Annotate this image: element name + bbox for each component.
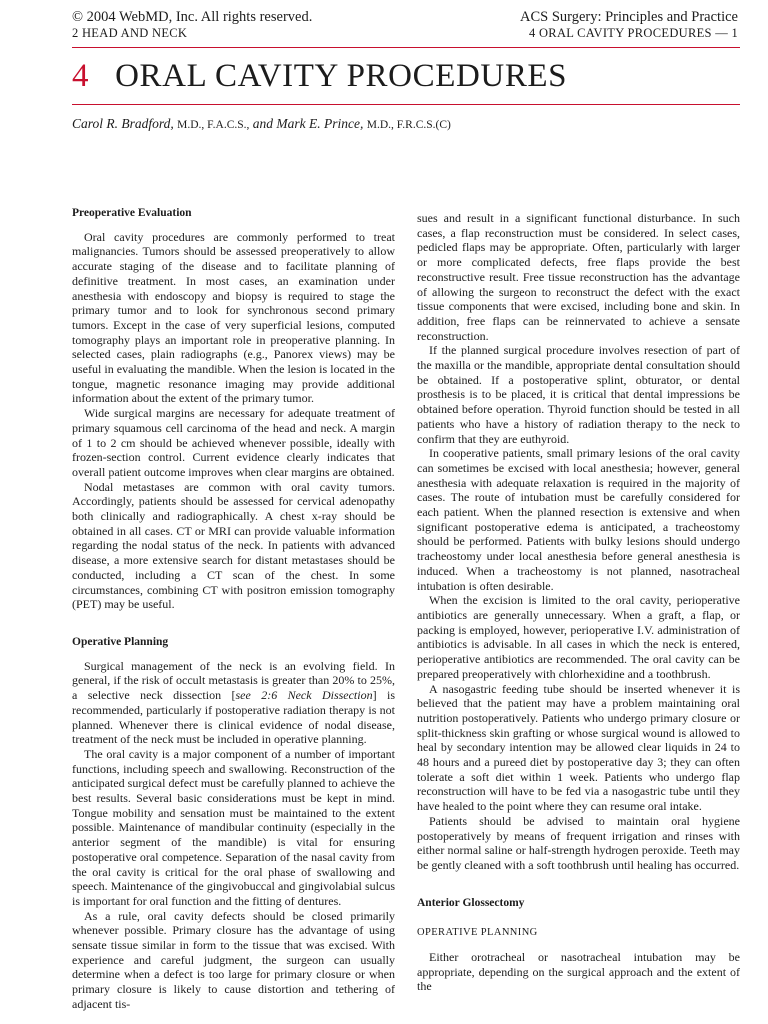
body-paragraph: A nasogastric feeding tube should be inserted whenever it is believed that the patient may have a problem maintaining oral nutrition postoperatively. Patients who undergo primary closure or split-thickness skin grafting or whose surgical wound is allowed to heal by secondary intention may be allowed clear liquids in 24 to 48 hours and a pureed diet by postoperative day 3; they can often tolerate a soft diet within 1 week. Patients who undergo flap reconstruction will have to be fed via a nasogastric tube until they have healed to the point where they can resume oral intake.: [417, 681, 740, 814]
running-header-right: [520, 9, 738, 41]
body-paragraph: Nodal metastases are common with oral cavity tumors. Accordingly, patients should be assessed for cervical adenopathy both clinically and radiographically. A chest x-ray should be obtained in all cases. CT or MRI can provide valuable information regarding the nodal status of the neck. In patients with advanced disease, a more extensive search for distant metastases should be conducted, including a CT scan of the chest. In some circumstances, combining CT with positron emission tomography (PET) may be useful.: [72, 479, 395, 612]
copyright-notice: © 2004 WebMD, Inc. All rights reserved.: [72, 9, 313, 25]
section-heading: Preoperative Evaluation: [72, 207, 192, 219]
author-2-name: Mark E. Prince,: [276, 116, 364, 131]
body-paragraph: As a rule, oral cavity defects should be closed primarily whenever possible. Primary closure has the advantage of using sensate tissue similar in form to the tissue that was excised. With experience and careful judgment, the surgeon can usually determine when a defect is too large for primary closure or when primary closure is likely to cause distortion and tethering of adjacent tis-: [72, 908, 395, 1011]
body-paragraph: Oral cavity procedures are commonly performed to treat malignancies. Tumors should be assessed preoperatively to allow accurate staging of the disease and to facilitate planning of definitive treatment. In most cases, an examination under anesthesia with endoscopy and biopsy is required to stage the primary tumor and to look for synchronous second primary tumors. Except in the case of very superficial lesions, computed tomography plays an important role in preoperative planning. In selected cases, plain radiographs (e.g., Panorex views) may be useful in evaluating the mandible. When the lesion is located in the tongue, magnetic resonance imaging may provide additional information about the extent of the primary tumor.: [72, 229, 395, 406]
right-column: [417, 211, 740, 994]
section-heading: Anterior Glossectomy: [417, 896, 525, 909]
author-2-credentials: M.D., F.R.C.S.(C): [366, 119, 451, 131]
author-1-credentials: M.D., F.A.C.S.,: [177, 119, 250, 131]
page-label: 4 ORAL CAVITY PROCEDURES — 1: [529, 26, 738, 40]
body-paragraph: sues and result in a significant functional disturbance. In such cases, a flap reconstruction must be considered. In select cases, pedicled flaps may be appropriate. Often, particularly with larger or more complicated defects, free flaps provide the best reconstructive result. Free tissue reconstruction has the advantage of allowing the surgeon to reconstruct the defect with the exact tissue components that were excised, including bone and skin. In addition, free flaps can be reinnervated to achieve a sensate reconstruction.: [417, 211, 740, 343]
body-paragraph: The oral cavity is a major component of a number of important functions, including speech and swallowing. Reconstruction of the anticipated surgical defect must be carefully planned to achieve the best results. Several basic considerations must be kept in mind. Tongue mobility and sensation must be maintained to the extent possible. Maintenance of mandibular continuity (especially in the anterior segment of the mandible) is vital for ensuring postoperative oral competence. Separation of the nasal cavity from the oral cavity is critical for the oral phase of swallowing and speech. Maintenance of the gingivobuccal and gingivolabial sulcus is important for oral function and the fitting of dentures.: [72, 746, 395, 908]
chapter-number: 4: [72, 58, 90, 94]
left-column: [72, 206, 395, 1012]
paragraph-text: ] is recommended, particularly if postoperative radiation therapy is not planned. Whenever there is clinical evidence of nodal disease, treatment of the neck must be included in operative planning.: [72, 688, 395, 747]
author-line: [72, 116, 451, 132]
body-paragraph: Patients should be advised to maintain oral hygiene postoperatively by means of frequent irrigation and rinses with either normal saline or half-strength hydrogen peroxide. Teeth may be gently cleaned with a soft toothbrush until healing has occurred.: [417, 813, 740, 872]
body-paragraph: In cooperative patients, small primary lesions of the oral cavity can sometimes be excised with local anesthesia; however, general anesthesia with adequate relaxation is required in the majority of cases. The route of intubation must be carefully considered for each patient. When the planned resection is extensive and when significant postoperative edema is anticipated, a tracheostomy should be performed. Patients with bulky lesions should undergo tracheostomy under local anesthesia before general anesthesia is induced. When a tracheostomy is not planned, nasotracheal intubation is often desirable.: [417, 446, 740, 593]
section-label: 2 HEAD AND NECK: [72, 26, 188, 40]
body-paragraph: If the planned surgical procedure involves resection of part of the maxilla or the mandible, appropriate dental consultation should be obtained. If a postoperative splint, obturator, or dental prosthesis is to be placed, it is critical that dental impressions be obtained before operation. Thyroid function should be tested in all patients who have a history of radiation therapy to the neck to confirm that they are euthyroid.: [417, 343, 740, 446]
book-title: ACS Surgery: Principles and Practice: [519, 9, 738, 25]
paragraph-text: Surgical management of the neck is an evolving field. In general, if the risk of occult metastasis is greater than 20% to 25%, a selective neck dissection [: [72, 658, 395, 703]
author-conjunction: and: [252, 116, 274, 131]
cross-reference-link[interactable]: see 2:6 Neck Dissection: [235, 688, 373, 703]
chapter-title-text: ORAL CAVITY PROCEDURES: [115, 58, 568, 94]
body-paragraph: Either orotracheal or nasotracheal intubation may be appropriate, depending on the surgical approach and the extent of the: [417, 950, 740, 994]
running-header-left: [72, 9, 312, 41]
title-rule: [72, 104, 740, 105]
subsection-heading: OPERATIVE PLANNING: [417, 927, 538, 939]
body-paragraph: [72, 659, 395, 747]
author-1-name: Carol R. Bradford,: [72, 116, 174, 131]
section-heading: Operative Planning: [72, 635, 169, 648]
header-rule: [72, 47, 740, 48]
body-paragraph: When the excision is limited to the oral cavity, perioperative antibiotics are generally unnecessary. When a graft, a flap, or packing is employed, however, perioperative I.V. administration of antibiotics is advisable. In all cases in which the neck is entered, perioperative antibiotics are recommended. The oral cavity can be prepared preoperatively with chlorhexidine and a toothbrush.: [417, 593, 740, 681]
chapter-title: [72, 56, 567, 96]
body-paragraph: Wide surgical margins are necessary for adequate treatment of primary squamous cell carcinoma of the head and neck. A margin of 1 to 2 cm should be achieved whenever possible, ideally with frozen-section control. Current evidence clearly indicates that overall patient outcome improves when clear margins are obtained.: [72, 406, 395, 479]
